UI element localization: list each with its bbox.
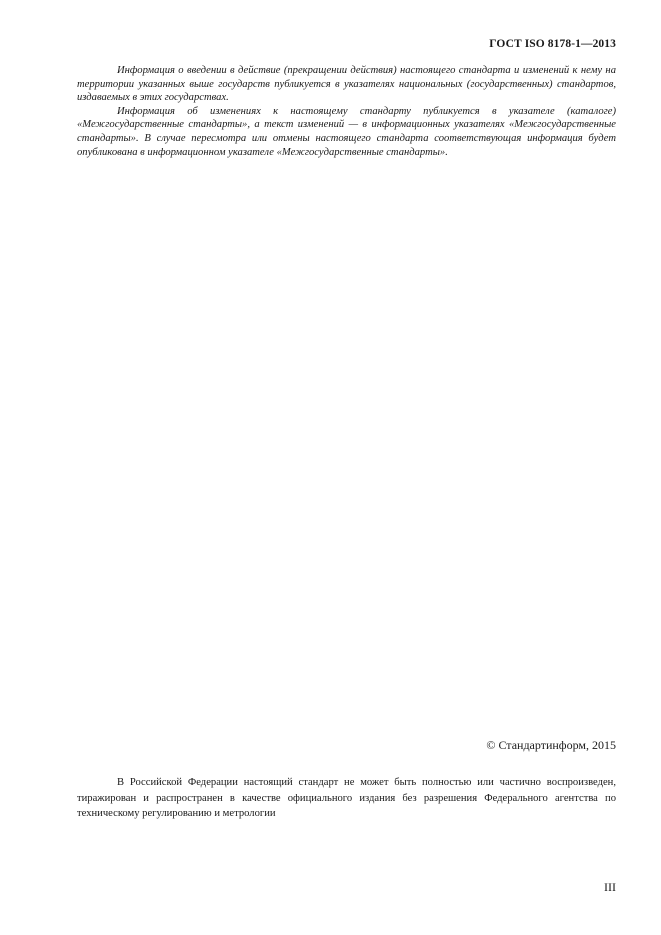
reproduction-notice — [77, 775, 616, 822]
standard-code-header: ГОСТ ISO 8178-1—2013 — [489, 38, 616, 50]
intro-section — [77, 64, 616, 159]
reproduction-notice-text: В Российской Федерации настоящий стандарт не может быть полностью или частично воспроизведен, тиражирован и распространен в качестве официального издания без разрешения Федерального агентства по техническому регулированию и метрологии — [77, 777, 616, 819]
intro-paragraph-amendments: Информация об изменениях к настоящему стандарту публикуется в указателе (каталоге) «Межгосударственные стандарты», а текст изменений — в информационных указателях «Межгосударственные стандарты». В случае пересмотра или отмены настоящего стандарта соответствующая информация будет опубликована в информационном указателе «Межгосударственные стандарты». — [77, 105, 616, 158]
page-number: III — [604, 880, 616, 894]
intro-paragraph-adoption: Информация о введении в действие (прекращении действия) настоящего стандарта и изменений к нему на территории указанных выше государств публикуется в указателях национальных (государственных) стандартов, издаваемых в этих государствах. — [77, 65, 616, 104]
copyright-line: © Стандартинформ, 2015 — [486, 738, 616, 752]
